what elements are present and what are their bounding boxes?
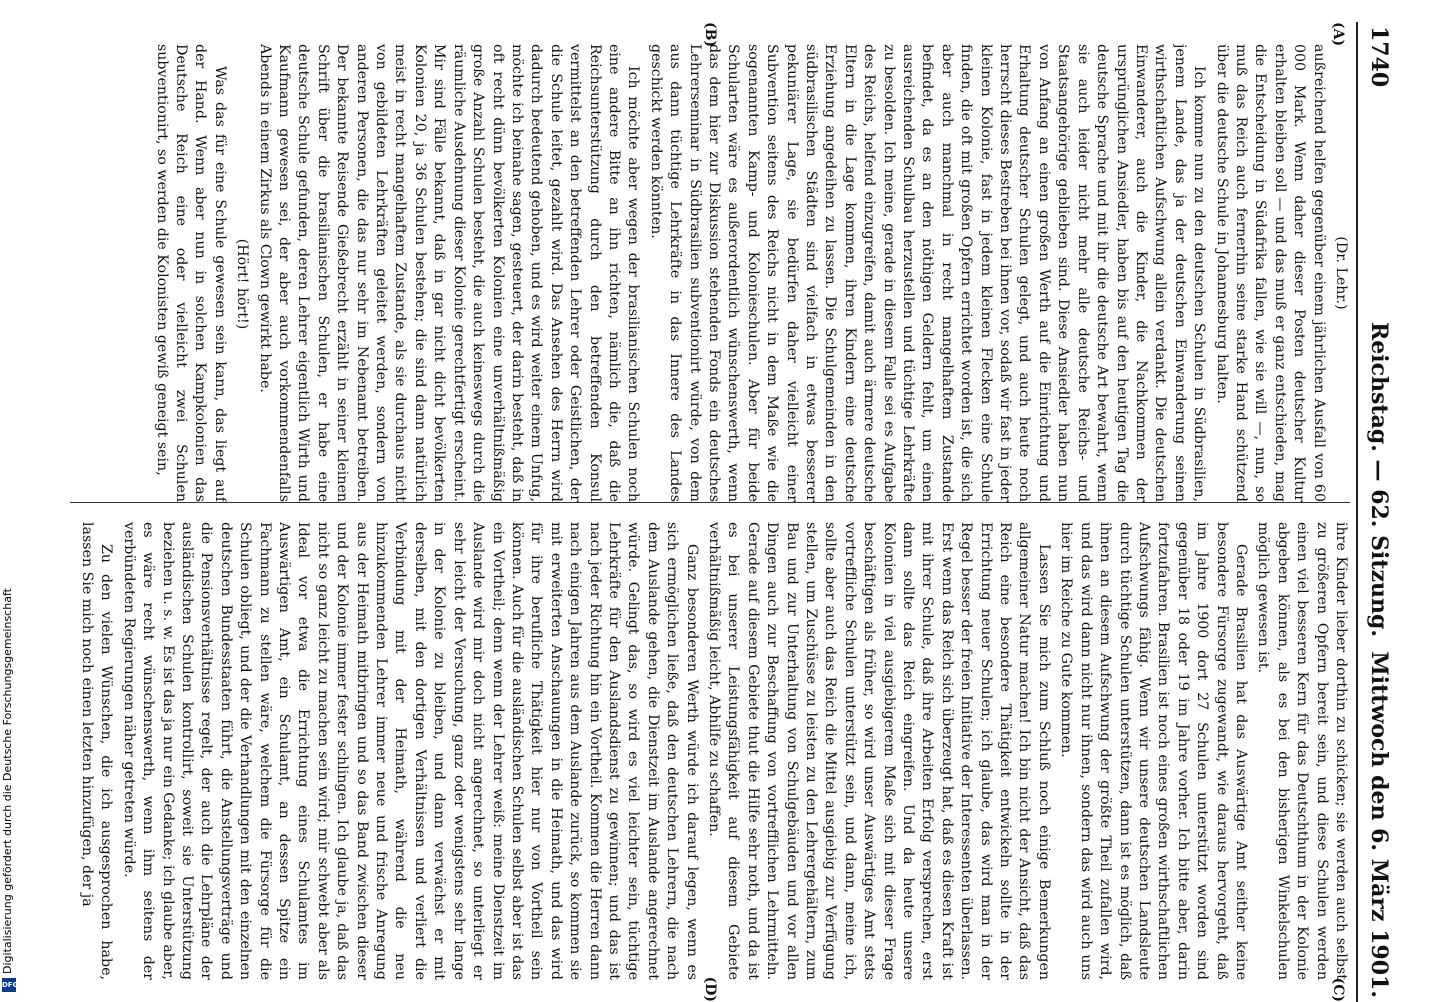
margin-mark-b: (B) (702, 22, 718, 48)
margin-mark-c: (C) (1330, 977, 1346, 1002)
header-date: Mittwoch den 6. März 1901. (1366, 651, 1392, 998)
margin-mark-d: (D) (702, 976, 718, 1002)
paragraph: Gerade Brasilien hat das Auswärtige Amt seither keine besondere Fürsorge zugewandt, wie daraus hervorgeht, daß im Jahre 1900 dort 27 Schulen unterstützt worden sind gegenüber 18 oder 19 im Jahre vorher. Ich bitte aber, darin fortzufahren. Brasilien ist noch eines großen wirthschaftlichen Aufschwungs fähig. Wenn wir unsere deutschen Landsleute durch tüchtige Schulen unterstützen, dann ist es möglich, daß ihnen an diesem Aufschwung der größte Theil zufallen wird, und das wird dann nicht nur ihnen, sondern das wird auch uns hier im Reiche zu Gute kommen. (1058, 522, 1249, 980)
paragraph: Ich komme nun zu den deutschen Schulen in Südbrasilien, jenem Lande, das ja der deutschen Einwanderung seinen wirthschaftlichen Aufschwung allein verdankt. Die deutschen Einwanderer, auch die Kinder, die Nachkommen der ursprünglichen Ansiedler, haben bis auf den heutigen Tag die deutsche Sprache und mit ihr die deutsche Art bewahrt, wenn sie auch leider nicht mehr alle deutsche Reichs- und Staatsangehörige geblieben sind. Diese Ansiedler haben nun von Anfang an einen großen Werth auf die Einrichtung und Erhaltung deutscher Schulen gelegt, und auch heute noch herrscht dieses Bestreben bei ihnen vor, sodaß wir fast in jeder kleinen Kolonie, fast in jedem kleinen Flecken eine Schule finden, die oft mit großen Opfern errichtet worden ist, die sich aber auch manchmal in recht mangelhaftem Zustande befindet, da es an den nöthigen Geldern fehlt, um einen ausreichenden Schulbau herzustellen und tüchtige Lehrkräfte zu besolden. Ich meine, gerade in diesem Falle sei es Aufgabe des Reichs, helfend einzugreifen, damit auch ärmere deutsche Eltern in die Lage kommen, ihren Kindern eine deutsche Erziehung angedeihen zu lassen. Die Schulgemeinden in den südbrasilischen Städten sind vielfach in etwas besserer pekuniärer Lage, sie bedürfen daher vielleicht einer Subvention seitens des Reichs nicht in dem Maße wie die sogenannten Kamp- und Kolonieschulen. Aber für beide Schularten wäre es außerordentlich wünschenswerth, wenn das dem hier zur Diskussion stehenden Fonds ein deutsches Lehrerseminar in Südbrasilien subventionirt würde, von dem aus dann tüchtige Lehrkräfte in das Innere des Landes geschickt werden könnten. (647, 44, 1208, 502)
margin-mark-a: (A) (1330, 22, 1346, 47)
paragraph: außreichend helfen gegenüber einem jährlichen Ausfall von 60 000 Mark. Wenn daher dieser Posten deutscher Kultur erhalten bleiben soll — und das muß er ganz entschieden, mag die Entscheidung in Südafrika fallen, wie sie will —, nun, so muß das Reich auch fernerhin seine starke Hand schützend über die deutsche Schule in Johannesburg halten. (1213, 44, 1327, 502)
paragraph: Ganz besonderen Werth würde ich darauf legen, wenn es sich ermöglichen ließe, daß den deutschen Lehrern, die nach dem Auslande gehen, die Dienstzeit im Auslande angerechnet würde. Gelingt das, so wird es viel leichter sein, tüchtige Lehrkräfte für den Auslandsdienst zu gewinnen; und das ist nach jeder Richtung hin ein Vortheil. Kommen die Herren dann nach einigen Jahren aus dem Auslande zurück, so kommen sie mit erweiterten Anschauungen in die Heimath, und das wird für ihre berufliche Thätigkeit hier nur von Vortheil sein können. Auch für die ausländischen Schulen selbst aber ist das ein Vortheil; denn wenn der Lehrer weiß: meine Dienstzeit im Auslande wird mir doch nicht angerechnet, so unterliegt er sehr leicht der Versuchung, ganz oder wenigstens sehr lange in der Kolonie zu bleiben, und dann verwächst er mit derselben, mit den dortigen Verhältnissen und verliert die Verbindung mit der Heimath, während die neu hinzukommenden Lehrer immer neue und frische Anregung aus der Heimath mitbringen und so das Band zwischen dieser und der Kolonie immer fester schlingen. Ich glaube ja, daß das nicht so ganz leicht zu machen sein wird; mir schwebt aber als Ideal vor etwa die Errichtung eines Schulamtes im Auswärtigen Amt, ein Schulamt, an dessen Spitze ein Fachmann zu stellen wäre, welchem die Fürsorge für die Schulen obliegt, und der die Verhandlungen mit den einzelnen deutschen Bundesstaaten führt, die Anstellungsverträge und die Pensionsverhältnisse regelt, der auch die Lehrpläne der ausländischen Schulen kontrollirt, soweit sie Unterstützung beziehen u. s. w. Es ist das ja nur ein Gedanke; ich glaube aber, es wäre recht wünschenswerth, wenn ihm seitens der verbündeten Regierungen näher getreten würde. (120, 522, 700, 980)
header-title: Reichstag. — 62. Sitzung. (1366, 322, 1392, 638)
speaker-label: (Dr. Lehr.) (1333, 236, 1349, 310)
paragraph: ihre Kinder lieber dorthin zu schicken; sie werden auch selbst zu größeren Opfern bereit sein, und diese Schulen werden einen viel besseren Kern für das Deutschthum in der Kolonie abgeben können, als es bei den bisherigen Winkelschulen möglich gewesen ist. (1255, 522, 1349, 980)
paragraph: Lassen Sie mich zum Schluß noch einige Bemerkungen allgemeiner Natur machen! Ich bin nicht der Ansicht, daß das Reich eine besondere Thätigkeit entwickeln sollte in der Errichtung neuer Schulen; ich glaube, das wird man in der Regel besser der freien Initiative der Interessenten überlassen. Erst wenn das Reich sich überzeugt hat, daß es diesen Kraft ist mit ihrer Schule, daß ihre Arbeiten Erfolg versprechen, erst dann sollte das Reich eingreifen. Und da heute unsere Kolonien in viel ausgiebigerem Maße sich mit dieser Frage beschäftigen als früher, so wird unser Auswärtiges Amt stets vortreffliche Schulen unterstützt sein, und dann, meine ich, sollte aber auch das Reich die Mittel ausgiebig zur Verfügung stellen, um Zuschüsse zu leisten zu den Lehrergehältern, zum Bau und zur Unterhaltung von Schulgebäuden und vor allen Dingen auch zur Beschaffung von vortrefflichen Lehrmitteln. Gerade auf diesem Gebiete thut die Hilfe sehr noth, und da ist es bei unserer Leistungsfähigkeit auf diesem Gebiete verhältnißmäßig leicht, Abhilfe zu schaffen. (706, 522, 1052, 980)
paragraph: Was das für eine Schule gewesen sein kann, das liegt auf der Hand. Wenn aber nun in solchen Kampkolonien das Deutsche Reich eine oder vielleicht zwei Schulen subventionirt, so werden die Kolonisten gewiß geneigt sein, (153, 44, 228, 502)
left-column (70, 44, 1350, 502)
digitization-credit: Digitalisierung gefördert durch die Deutsche Forschungsgemeinschaft (1, 588, 14, 974)
scanned-page (58, 22, 1398, 1002)
page-number: 1740 (1366, 26, 1392, 88)
right-column (70, 522, 1350, 980)
paragraph: Zu den vielen Wünschen, die ich ausgesprochen habe, lassen Sie mich noch einen letzten hinzufügen, der ja (79, 522, 115, 980)
column-divider (70, 502, 1350, 503)
page-header (1356, 22, 1398, 1002)
interjection: (Hört! hört!) (234, 238, 251, 330)
paragraph: Ich möchte aber wegen der brasilianischen Schulen noch eine andere Bitte an ihn richten, nämlich die, daß die Reichsunterstützung durch den betreffenden Konsul vermittelst an den betreffenden Lehrer oder Geistlichen, der die Schule leitet, gezahlt wird. Das Ansehen des Herrn wird dadurch bedeutend gehoben, und es wird weiter einem Unfug, möchte ich beinahe sagen, gesteuert, der darin besteht, daß in oft recht dünn bevölkerten Kolonien eine unverhältnißmäßig große Anzahl Schulen besteht, die auch keineswegs durch die räumliche Ausdehnung dieser Kolonie gerechtfertigt erscheint. Mir sind Fälle bekannt, daß in gar nicht dicht bevölkerten Kolonien 20, ja 36 Schulen bestehen; die sind dann natürlich meist in recht mangelhaftem Zustande, als sie durchaus nicht von gebildeten Lehrkräften geleitet werden, sondern von anderen Personen, die das nur sehr im Nebenamt betreiben. Der bekannte Reisende Gießebrecht erzählt in seiner kleinen Schrift über die brasilianischen Schulen, er habe eine deutsche Schule gefunden, deren Lehrer eigentlich Wirth und Kaufmann gewesen sei, der aber auch vorkommendenfalls Abends in einem Zirkus als Clown gewirkt habe. (256, 44, 642, 502)
dfg-logo: DFG (2, 978, 16, 992)
